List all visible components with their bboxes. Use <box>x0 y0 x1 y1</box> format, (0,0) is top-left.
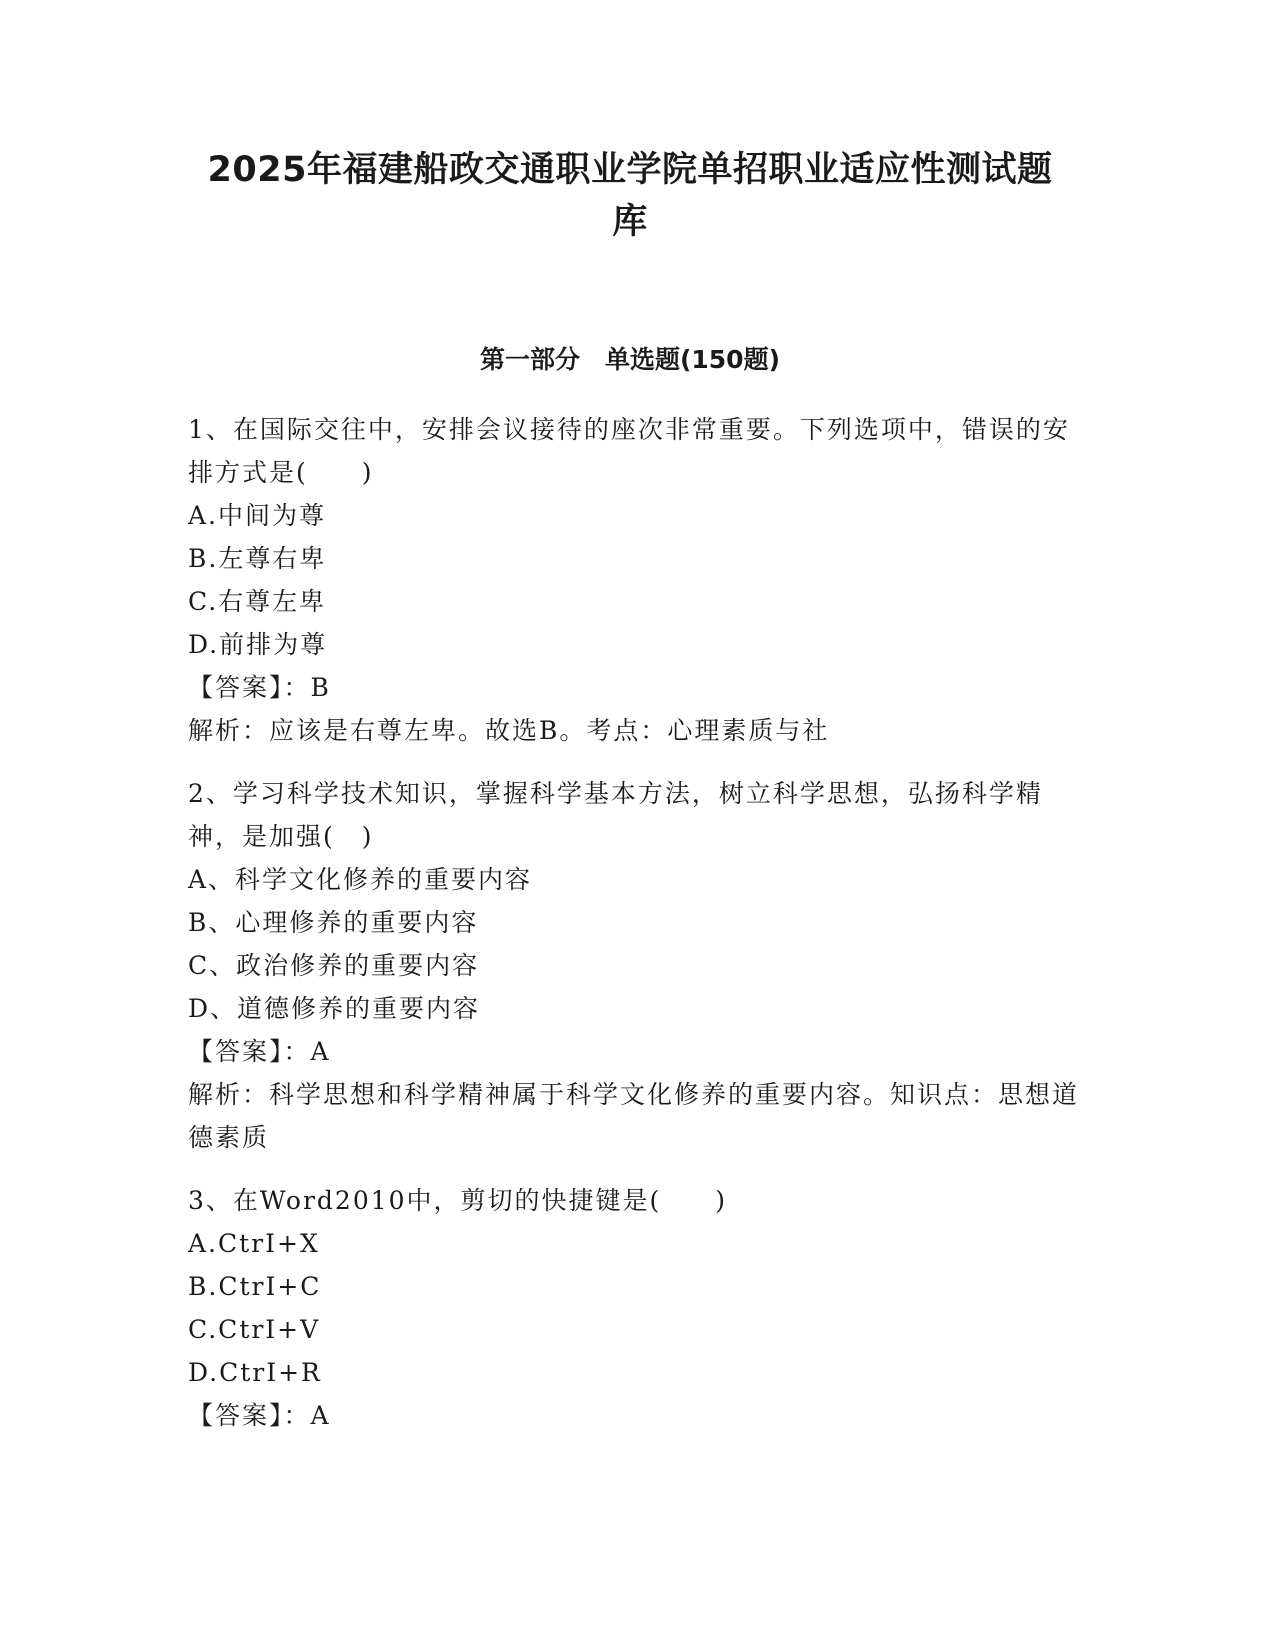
option-a: A.中间为尊 <box>188 501 327 530</box>
section-heading: 第一部分 单选题(150题) <box>479 345 781 374</box>
option-c: C.右尊左卑 <box>188 587 327 616</box>
option-b: B、心理修养的重要内容 <box>188 908 479 937</box>
question-stem: 1、在国际交往中，安排会议接待的座次非常重要。下列选项中，错误的安排方式是( ) <box>188 415 1070 487</box>
question-item <box>188 772 1083 1159</box>
document-title: 2025年福建船政交通职业学院单招职业适应性测试题库 <box>207 150 1053 242</box>
answer-line: 【答案】：A <box>188 1037 331 1066</box>
option-b: B.左尊右卑 <box>188 544 327 573</box>
option-d: D、道德修养的重要内容 <box>188 994 481 1023</box>
question-stem: 3、在Word2010中，剪切的快捷键是( ) <box>188 1186 728 1215</box>
analysis-text: 解析：科学思想和科学精神属于科学文化修养的重要内容。知识点：思想道德素质 <box>188 1080 1080 1152</box>
option-a: A.CtrI+X <box>188 1229 320 1258</box>
analysis-text: 解析：应该是右尊左卑。故选B。考点：心理素质与社 <box>188 716 830 745</box>
option-b: B.CtrI+C <box>188 1272 322 1301</box>
option-d: D.前排为尊 <box>188 630 328 659</box>
question-item <box>188 1179 1083 1437</box>
question-stem: 2、学习科学技术知识，掌握科学基本方法，树立科学思想，弘扬科学精神，是加强( ) <box>188 779 1043 851</box>
answer-line: 【答案】：A <box>188 1401 331 1430</box>
option-c: C.CtrI+V <box>188 1315 321 1344</box>
question-item <box>188 408 1083 752</box>
question-list <box>188 408 1083 1457</box>
option-d: D.CtrI+R <box>188 1358 322 1387</box>
option-c: C、政治修养的重要内容 <box>188 951 480 980</box>
answer-line: 【答案】：B <box>188 673 331 702</box>
option-a: A、科学文化修养的重要内容 <box>188 865 533 894</box>
